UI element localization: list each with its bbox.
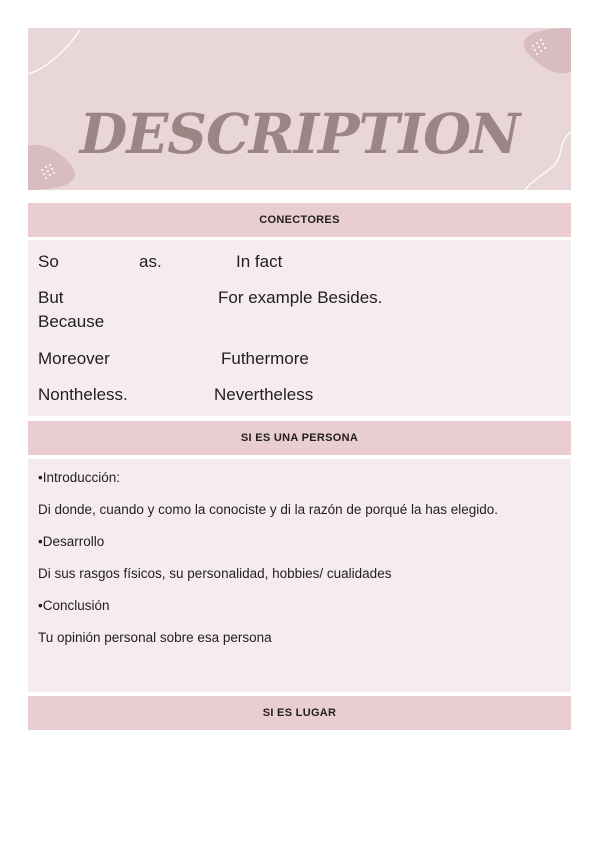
decorative-curve-icon xyxy=(28,28,88,88)
intro-heading: •Introducción: xyxy=(38,470,121,485)
intro-text: Di donde, cuando y como la conociste y di la razón de porqué la has elegido. xyxy=(38,502,499,517)
development-heading: •Desarrollo xyxy=(38,534,105,549)
connector-word: Nontheless. xyxy=(38,385,128,404)
connector-word: In fact xyxy=(236,252,283,271)
place-header: SI ES LUGAR xyxy=(28,696,571,730)
connector-word: So xyxy=(38,252,59,271)
conclusion-heading: •Conclusión xyxy=(38,598,110,613)
connector-word: Futhermore xyxy=(221,349,309,368)
person-header: SI ES UNA PERSONA xyxy=(28,421,571,455)
title-banner xyxy=(28,28,571,190)
connector-word: Nevertheless xyxy=(214,385,314,404)
connector-word: For example Besides. xyxy=(218,288,383,307)
conclusion-text: Tu opinión personal sobre esa persona xyxy=(38,630,272,645)
connector-word: Because xyxy=(38,312,105,331)
connector-word: Moreover xyxy=(38,349,110,368)
connectors-header: CONECTORES xyxy=(28,203,571,237)
decorative-blob-icon xyxy=(511,28,571,78)
page-title: DESCRIPTION xyxy=(79,101,520,166)
connector-word: But xyxy=(38,288,64,307)
development-text: Di sus rasgos físicos, su personalidad, hobbies/ cualidades xyxy=(38,566,392,581)
connector-word: as. xyxy=(139,252,162,271)
